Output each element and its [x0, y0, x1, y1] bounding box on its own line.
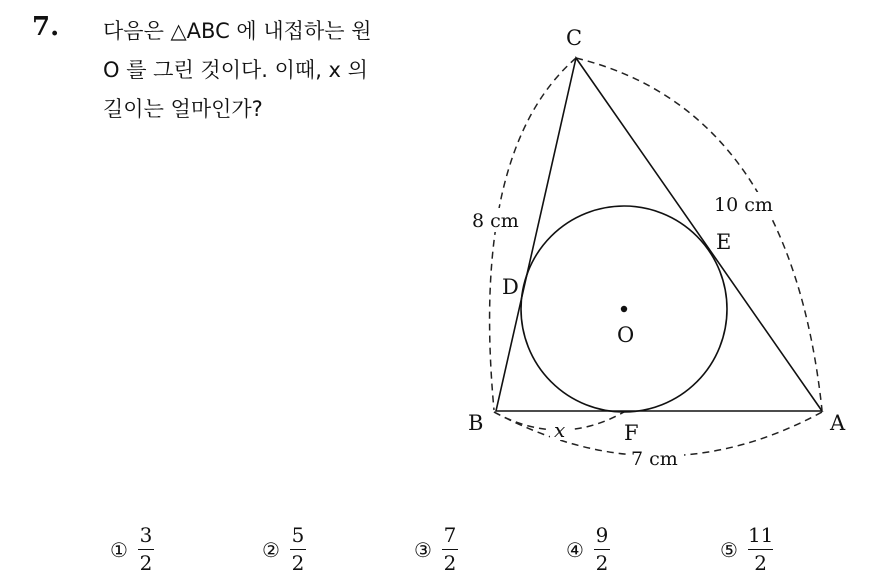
label-d: D: [502, 275, 519, 299]
choice-2[interactable]: [262, 524, 306, 575]
triangle-abc: [496, 58, 822, 411]
choice-3-mark: ③: [414, 537, 432, 562]
label-a: A: [830, 411, 846, 435]
choice-1-denominator: 2: [139, 551, 153, 576]
length-label-bc: 8 cm: [472, 210, 519, 232]
choice-1[interactable]: [110, 524, 154, 575]
label-f: F: [624, 421, 639, 445]
choice-5[interactable]: [720, 524, 773, 575]
choice-3-numerator: 7: [443, 523, 457, 547]
triangle-incircle-figure: [440, 10, 880, 480]
length-label-x: x: [554, 418, 566, 442]
length-label-ab: 7 cm: [631, 448, 678, 470]
label-e: E: [716, 230, 732, 254]
choice-5-denominator: 2: [754, 551, 768, 576]
choice-1-numerator: 3: [139, 523, 153, 547]
label-o: O: [617, 323, 635, 347]
choice-5-fraction: [748, 524, 773, 575]
choice-5-mark: ⑤: [720, 537, 738, 562]
choice-3-fraction: [442, 524, 458, 575]
choice-5-numerator: 11: [747, 523, 774, 547]
choice-2-fraction: [290, 524, 306, 575]
choice-3[interactable]: [414, 524, 458, 575]
choice-2-mark: ②: [262, 537, 280, 562]
question-text: [103, 12, 453, 129]
choice-2-numerator: 5: [291, 523, 305, 547]
choice-2-denominator: 2: [291, 551, 305, 576]
choice-4-mark: ④: [566, 537, 584, 562]
choice-4-numerator: 9: [595, 523, 609, 547]
choice-4-fraction: [594, 524, 610, 575]
question-number: 7.: [32, 12, 60, 42]
choice-4-denominator: 2: [595, 551, 609, 576]
answer-choices: [110, 524, 870, 581]
center-o-dot: [621, 306, 627, 312]
choice-1-mark: ①: [110, 537, 128, 562]
question-line-2: O 를 그린 것이다. 이때, x 의: [103, 58, 368, 82]
length-label-ac: 10 cm: [714, 194, 773, 216]
choice-1-fraction: [138, 524, 154, 575]
label-c: C: [566, 26, 583, 50]
question-line-1: 다음은 △ABC 에 내접하는 원: [103, 19, 372, 43]
question-line-3: 길이는 얼마인가?: [103, 97, 263, 121]
choice-3-denominator: 2: [443, 551, 457, 576]
choice-4[interactable]: [566, 524, 610, 575]
label-b: B: [468, 411, 484, 435]
